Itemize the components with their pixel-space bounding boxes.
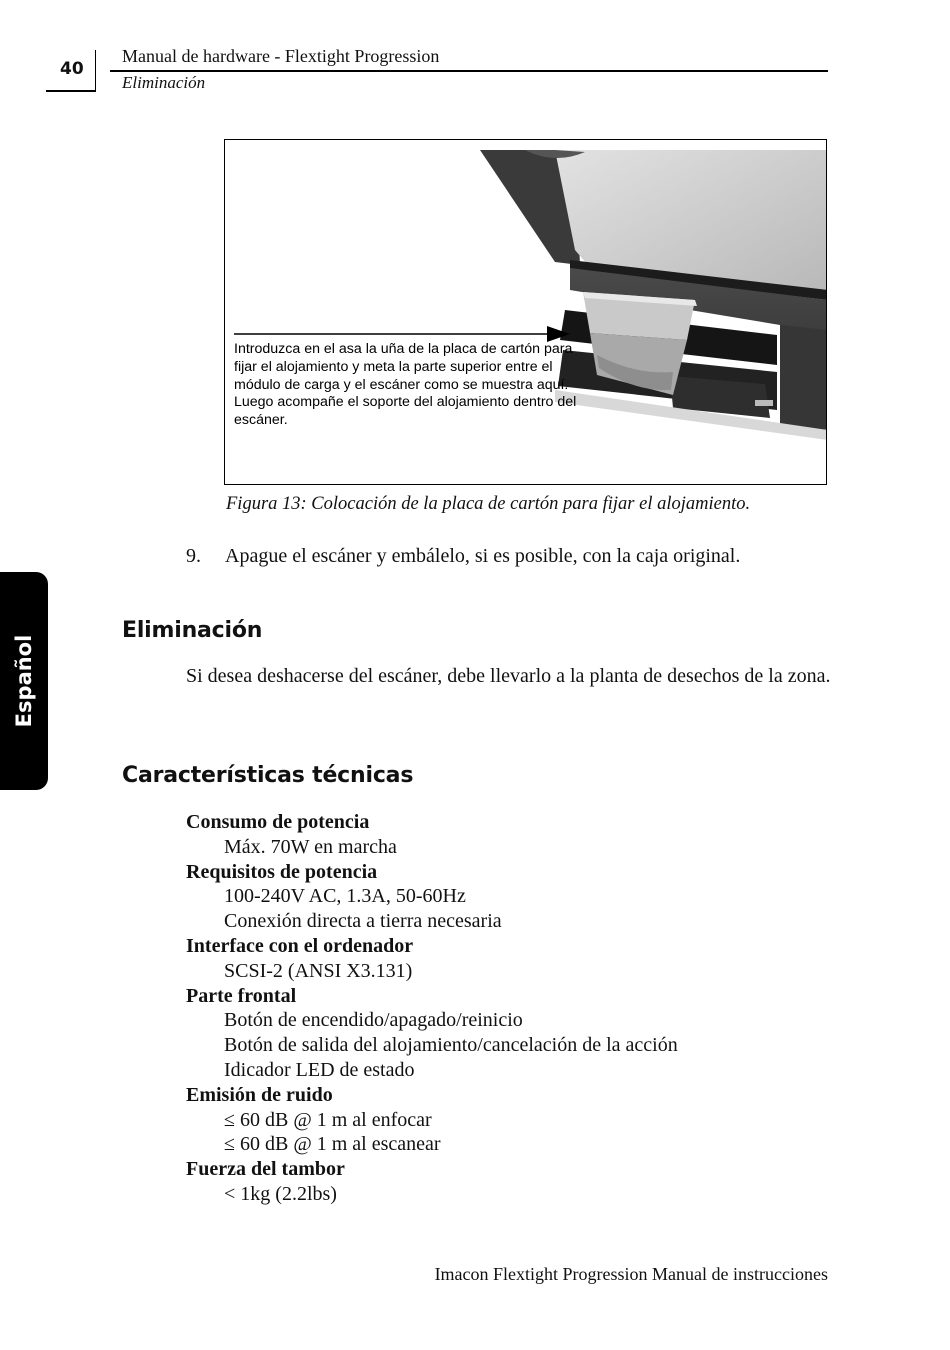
header-divider bbox=[95, 50, 96, 91]
header-rule bbox=[110, 70, 828, 72]
spec-term: Fuerza del tambor bbox=[186, 1158, 345, 1181]
figure-callout-text: Introduzca en el asa la uña de la placa de cartón para fijar el alojamiento y meta la parte superior entre el módulo de carga y el escáner como se muestra aquí. Luego acompañe el soporte del alojamiento dentro del escáner. bbox=[234, 341, 577, 429]
spec-term: Consumo de potencia bbox=[186, 811, 370, 833]
spec-value: SCSI-2 (ANSI X3.131) bbox=[224, 959, 413, 982]
spec-list bbox=[186, 810, 826, 1207]
paragraph-eliminacion: Si desea deshacerse del escáner, debe llevarlo a la planta de desechos de la zona. bbox=[186, 665, 831, 687]
page-footer: Imacon Flextight Progression Manual de instrucciones bbox=[434, 1264, 828, 1284]
heading-caracteristicas: Características técnicas bbox=[122, 763, 414, 788]
spec-term: Emisión de ruido bbox=[186, 1083, 333, 1106]
page-number bbox=[46, 52, 96, 92]
spec-term: Requisitos de potencia bbox=[186, 860, 378, 883]
spec-value: < 1kg (2.2lbs) bbox=[224, 1182, 337, 1205]
spec-value: Conexión directa a tierra necesaria bbox=[224, 910, 502, 933]
header-title: Manual de hardware - Flextight Progression bbox=[122, 46, 440, 66]
figure-caption: Figura 13: Colocación de la placa de cartón para fijar el alojamiento. bbox=[226, 494, 751, 514]
spec-value: 100-240V AC, 1.3A, 50-60Hz bbox=[224, 885, 466, 908]
language-tab bbox=[0, 572, 48, 790]
spec-value: Botón de encendido/apagado/reinicio bbox=[224, 1009, 523, 1032]
spec-value: ≤ 60 dB @ 1 m al escanear bbox=[224, 1133, 441, 1156]
spec-value: ≤ 60 dB @ 1 m al enfocar bbox=[224, 1108, 432, 1131]
spec-term: Interface con el ordenador bbox=[186, 934, 414, 957]
header-section: Eliminación bbox=[122, 73, 206, 92]
heading-eliminacion: Eliminación bbox=[122, 618, 263, 643]
spec-value: Máx. 70W en marcha bbox=[224, 835, 397, 858]
spec-term: Parte frontal bbox=[186, 984, 297, 1007]
language-tab-label: Español bbox=[12, 634, 36, 728]
scanner-photo-illustration bbox=[225, 140, 827, 485]
spec-value: Botón de salida del alojamiento/cancelación de la acción bbox=[224, 1034, 678, 1057]
page-number-text: 40 bbox=[60, 59, 84, 79]
step-number: 9. bbox=[186, 545, 201, 567]
spec-value: Idicador LED de estado bbox=[224, 1058, 415, 1081]
step-text: Apague el escáner y embálelo, si es posible, con la caja original. bbox=[225, 545, 741, 567]
figure-photo-frame bbox=[224, 139, 827, 485]
